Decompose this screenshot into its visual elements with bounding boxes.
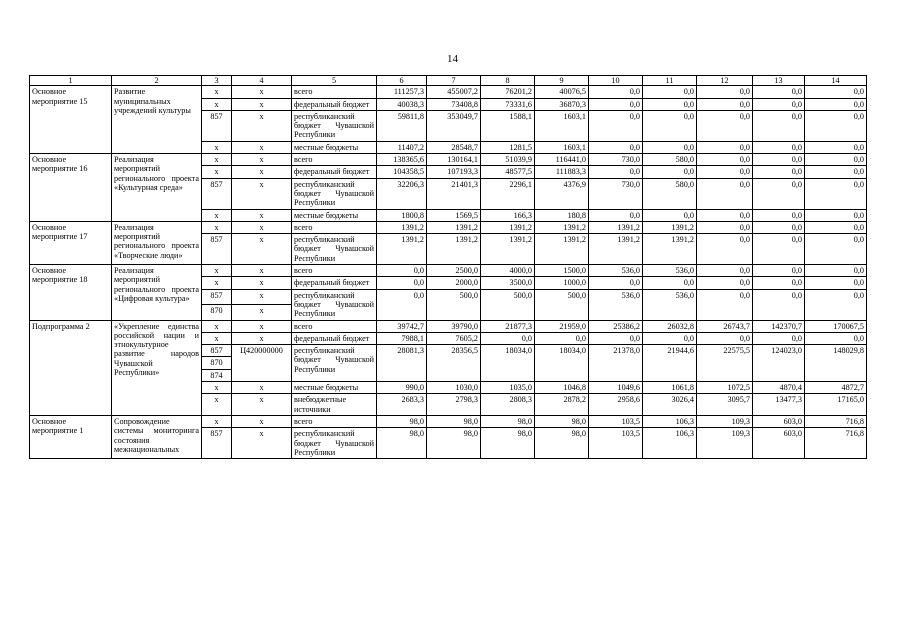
column-header: 3 — [202, 76, 232, 86]
amount-cell: 40038,3 — [377, 98, 427, 110]
amount-cell: 0,0 — [805, 86, 867, 98]
amount-cell: 4872,7 — [805, 382, 867, 394]
gr-code-cell: х — [202, 320, 232, 332]
amount-cell: 0,0 — [753, 98, 805, 110]
amount-cell: 536,0 — [643, 265, 697, 277]
program-name-cell: Основное мероприятие 17 — [30, 221, 112, 264]
amount-cell: 73408,8 — [427, 98, 481, 110]
amount-cell: 1061,8 — [643, 382, 697, 394]
program-name-cell: Основное мероприятие 16 — [30, 154, 112, 222]
amount-cell: 17165,0 — [805, 394, 867, 416]
budget-code-cell: х — [232, 178, 292, 209]
amount-cell: 0,0 — [377, 265, 427, 277]
amount-cell: 0,0 — [697, 289, 753, 320]
gr-code-cell: 857 — [202, 178, 232, 209]
column-header: 2 — [112, 76, 202, 86]
amount-cell: 1035,0 — [481, 382, 535, 394]
amount-cell: 2808,3 — [481, 394, 535, 416]
table-row — [30, 86, 867, 98]
amount-cell: 107193,3 — [427, 166, 481, 178]
amount-cell: 98,0 — [535, 428, 589, 459]
budget-code-cell: х — [232, 428, 292, 459]
amount-cell: 109,3 — [697, 415, 753, 427]
amount-cell: 0,0 — [805, 154, 867, 166]
amount-cell: 11407,2 — [377, 141, 427, 153]
gr-code-cell: х — [202, 98, 232, 110]
budget-code-cell: х — [232, 98, 292, 110]
amount-cell: 4870,4 — [753, 382, 805, 394]
amount-cell: 0,0 — [697, 178, 753, 209]
gr-code-cell: 870 — [202, 357, 232, 369]
amount-cell: 0,0 — [805, 166, 867, 178]
program-name-cell: Подпрограмма 2 — [30, 320, 112, 415]
amount-cell: 2500,0 — [427, 265, 481, 277]
funding-source-cell: республиканский бюджет Чувашской Республики — [292, 428, 377, 459]
funding-source-cell: республиканский бюджет Чувашской Республики — [292, 178, 377, 209]
budget-code-cell: х — [232, 394, 292, 416]
amount-cell: 170067,5 — [805, 320, 867, 332]
budget-code-cell: х — [232, 234, 292, 265]
amount-cell: 1500,0 — [535, 265, 589, 277]
amount-cell: 0,0 — [589, 332, 643, 344]
column-header: 8 — [481, 76, 535, 86]
gr-code-cell: х — [202, 86, 232, 98]
column-header: 11 — [643, 76, 697, 86]
program-name-cell: Основное мероприятие 18 — [30, 265, 112, 320]
amount-cell: 0,0 — [589, 141, 643, 153]
program-description-cell: Сопровождение системы мониторинга состояния межнациональных — [112, 415, 202, 458]
amount-cell: 716,8 — [805, 415, 867, 427]
program-description-cell: «Укрепление единства российской нации и этнокультурное развитие народов Чувашской Республики» — [112, 320, 202, 415]
amount-cell: 2798,3 — [427, 394, 481, 416]
amount-cell: 18034,0 — [481, 345, 535, 382]
funding-source-cell: всего — [292, 86, 377, 98]
amount-cell: 0,0 — [643, 209, 697, 221]
program-name-cell: Основное мероприятие 1 — [30, 415, 112, 458]
column-header: 10 — [589, 76, 643, 86]
amount-cell: 111257,3 — [377, 86, 427, 98]
program-description-cell: Реализация мероприятий регионального проекта «Культурная среда» — [112, 154, 202, 222]
amount-cell: 98,0 — [481, 428, 535, 459]
table-row — [30, 154, 867, 166]
amount-cell: 500,0 — [535, 289, 589, 320]
amount-cell: 0,0 — [753, 178, 805, 209]
amount-cell: 48577,5 — [481, 166, 535, 178]
column-header: 4 — [232, 76, 292, 86]
gr-code-cell: х — [202, 166, 232, 178]
amount-cell: 0,0 — [697, 166, 753, 178]
table-row — [30, 221, 867, 233]
amount-cell: 730,0 — [589, 178, 643, 209]
amount-cell: 1391,2 — [427, 221, 481, 233]
budget-code-cell: х — [232, 289, 292, 304]
amount-cell: 716,8 — [805, 428, 867, 459]
amount-cell: 0,0 — [753, 110, 805, 141]
amount-cell: 0,0 — [697, 110, 753, 141]
amount-cell: 0,0 — [377, 277, 427, 289]
column-header: 14 — [805, 76, 867, 86]
column-header: 1 — [30, 76, 112, 86]
funding-source-cell: республиканский бюджет Чувашской Республики — [292, 289, 377, 320]
budget-code-cell: х — [232, 415, 292, 427]
funding-source-cell: всего — [292, 221, 377, 233]
amount-cell: 0,0 — [753, 221, 805, 233]
program-description-cell: Реализация мероприятий регионального проекта «Творческие люди» — [112, 221, 202, 264]
amount-cell: 36870,3 — [535, 98, 589, 110]
amount-cell: 1391,2 — [427, 234, 481, 265]
amount-cell: 21877,3 — [481, 320, 535, 332]
amount-cell: 0,0 — [697, 209, 753, 221]
amount-cell: 98,0 — [377, 415, 427, 427]
amount-cell: 0,0 — [805, 209, 867, 221]
amount-cell: 0,0 — [589, 110, 643, 141]
amount-cell: 2296,1 — [481, 178, 535, 209]
amount-cell: 0,0 — [805, 110, 867, 141]
amount-cell: 0,0 — [805, 141, 867, 153]
amount-cell: 0,0 — [697, 332, 753, 344]
amount-cell: 1603,1 — [535, 110, 589, 141]
funding-source-cell: республиканский бюджет Чувашской Республики — [292, 234, 377, 265]
amount-cell: 0,0 — [643, 110, 697, 141]
amount-cell: 0,0 — [697, 234, 753, 265]
amount-cell: 730,0 — [589, 154, 643, 166]
amount-cell: 104358,5 — [377, 166, 427, 178]
gr-code-cell: х — [202, 332, 232, 344]
budget-code-cell: х — [232, 277, 292, 289]
table-row — [30, 320, 867, 332]
amount-cell: 22575,5 — [697, 345, 753, 382]
amount-cell: 18034,0 — [535, 345, 589, 382]
funding-source-cell: всего — [292, 154, 377, 166]
amount-cell: 1072,5 — [697, 382, 753, 394]
amount-cell: 142370,7 — [753, 320, 805, 332]
amount-cell: 0,0 — [589, 166, 643, 178]
amount-cell: 1281,5 — [481, 141, 535, 153]
amount-cell: 1391,2 — [481, 221, 535, 233]
amount-cell: 353049,7 — [427, 110, 481, 141]
amount-cell: 0,0 — [753, 141, 805, 153]
budget-table — [29, 75, 867, 459]
amount-cell: 1000,0 — [535, 277, 589, 289]
amount-cell: 21401,3 — [427, 178, 481, 209]
budget-code-cell: х — [232, 305, 292, 320]
amount-cell: 0,0 — [753, 289, 805, 320]
amount-cell: 500,0 — [427, 289, 481, 320]
amount-cell: 98,0 — [535, 415, 589, 427]
amount-cell: 0,0 — [697, 86, 753, 98]
funding-source-cell: всего — [292, 415, 377, 427]
amount-cell: 1588,1 — [481, 110, 535, 141]
amount-cell: 0,0 — [377, 289, 427, 320]
table-body — [30, 86, 867, 459]
column-header: 6 — [377, 76, 427, 86]
funding-source-cell: местные бюджеты — [292, 382, 377, 394]
amount-cell: 7988,1 — [377, 332, 427, 344]
column-header: 5 — [292, 76, 377, 86]
amount-cell: 0,0 — [697, 265, 753, 277]
amount-cell: 0,0 — [589, 277, 643, 289]
program-description-cell: Реализация мероприятий регионального проекта «Цифровая культура» — [112, 265, 202, 320]
budget-code-cell: х — [232, 265, 292, 277]
program-name-cell: Основное мероприятие 15 — [30, 86, 112, 154]
amount-cell: 1391,2 — [481, 234, 535, 265]
gr-code-cell: х — [202, 221, 232, 233]
amount-cell: 1391,2 — [643, 221, 697, 233]
funding-source-cell: республиканский бюджет Чувашской Республики — [292, 345, 377, 382]
amount-cell: 0,0 — [805, 265, 867, 277]
amount-cell: 1046,8 — [535, 382, 589, 394]
amount-cell: 0,0 — [589, 98, 643, 110]
amount-cell: 536,0 — [589, 265, 643, 277]
amount-cell: 76201,2 — [481, 86, 535, 98]
amount-cell: 116441,0 — [535, 154, 589, 166]
gr-code-cell: х — [202, 265, 232, 277]
amount-cell: 21959,0 — [535, 320, 589, 332]
amount-cell: 0,0 — [753, 154, 805, 166]
column-header: 7 — [427, 76, 481, 86]
amount-cell: 0,0 — [697, 221, 753, 233]
amount-cell: 28548,7 — [427, 141, 481, 153]
gr-code-cell: х — [202, 382, 232, 394]
amount-cell: 500,0 — [481, 289, 535, 320]
amount-cell: 0,0 — [589, 86, 643, 98]
amount-cell: 21944,6 — [643, 345, 697, 382]
gr-code-cell: 857 — [202, 289, 232, 304]
amount-cell: 109,3 — [697, 428, 753, 459]
amount-cell: 0,0 — [643, 332, 697, 344]
budget-code-cell: х — [232, 141, 292, 153]
amount-cell: 603,0 — [753, 415, 805, 427]
amount-cell: 1391,2 — [377, 234, 427, 265]
amount-cell: 0,0 — [643, 141, 697, 153]
budget-code-cell: Ц420000000 — [232, 345, 292, 382]
amount-cell: 0,0 — [805, 234, 867, 265]
amount-cell: 0,0 — [643, 166, 697, 178]
amount-cell: 1391,2 — [589, 221, 643, 233]
amount-cell: 0,0 — [481, 332, 535, 344]
amount-cell: 580,0 — [643, 178, 697, 209]
gr-code-cell: 874 — [202, 369, 232, 381]
amount-cell: 1049,6 — [589, 382, 643, 394]
column-header: 9 — [535, 76, 589, 86]
amount-cell: 0,0 — [753, 265, 805, 277]
funding-source-cell: федеральный бюджет — [292, 98, 377, 110]
budget-code-cell: х — [232, 86, 292, 98]
amount-cell: 990,0 — [377, 382, 427, 394]
gr-code-cell: х — [202, 394, 232, 416]
amount-cell: 98,0 — [481, 415, 535, 427]
table-row — [30, 265, 867, 277]
gr-code-cell: 857 — [202, 110, 232, 141]
amount-cell: 138365,6 — [377, 154, 427, 166]
amount-cell: 603,0 — [753, 428, 805, 459]
funding-source-cell: федеральный бюджет — [292, 332, 377, 344]
amount-cell: 0,0 — [643, 86, 697, 98]
amount-cell: 32206,3 — [377, 178, 427, 209]
amount-cell: 98,0 — [377, 428, 427, 459]
column-header: 13 — [753, 76, 805, 86]
header-row — [30, 76, 867, 86]
amount-cell: 1391,2 — [643, 234, 697, 265]
budget-code-cell: х — [232, 221, 292, 233]
gr-code-cell: 857 — [202, 345, 232, 357]
amount-cell: 3500,0 — [481, 277, 535, 289]
page-number: 14 — [447, 53, 458, 65]
amount-cell: 98,0 — [427, 415, 481, 427]
amount-cell: 0,0 — [753, 209, 805, 221]
amount-cell: 0,0 — [697, 277, 753, 289]
budget-code-cell: х — [232, 382, 292, 394]
gr-code-cell: 857 — [202, 234, 232, 265]
budget-code-cell: х — [232, 320, 292, 332]
amount-cell: 1391,2 — [535, 234, 589, 265]
gr-code-cell: 870 — [202, 305, 232, 320]
gr-code-cell: х — [202, 141, 232, 153]
amount-cell: 536,0 — [589, 289, 643, 320]
amount-cell: 0,0 — [697, 141, 753, 153]
budget-code-cell: х — [232, 154, 292, 166]
amount-cell: 106,3 — [643, 415, 697, 427]
amount-cell: 39742,7 — [377, 320, 427, 332]
gr-code-cell: х — [202, 277, 232, 289]
amount-cell: 25386,2 — [589, 320, 643, 332]
amount-cell: 0,0 — [805, 178, 867, 209]
amount-cell: 166,3 — [481, 209, 535, 221]
amount-cell: 0,0 — [643, 277, 697, 289]
amount-cell: 51039,9 — [481, 154, 535, 166]
amount-cell: 0,0 — [753, 277, 805, 289]
column-header: 12 — [697, 76, 753, 86]
amount-cell: 455007,2 — [427, 86, 481, 98]
amount-cell: 28081,3 — [377, 345, 427, 382]
amount-cell: 3026,4 — [643, 394, 697, 416]
amount-cell: 40076,5 — [535, 86, 589, 98]
gr-code-cell: 857 — [202, 428, 232, 459]
amount-cell: 536,0 — [643, 289, 697, 320]
amount-cell: 39790,0 — [427, 320, 481, 332]
amount-cell: 0,0 — [753, 86, 805, 98]
amount-cell: 148029,8 — [805, 345, 867, 382]
amount-cell: 2878,2 — [535, 394, 589, 416]
table-row — [30, 415, 867, 427]
amount-cell: 13477,3 — [753, 394, 805, 416]
amount-cell: 0,0 — [753, 166, 805, 178]
amount-cell: 0,0 — [805, 277, 867, 289]
budget-code-cell: х — [232, 110, 292, 141]
amount-cell: 1391,2 — [535, 221, 589, 233]
amount-cell: 1391,2 — [589, 234, 643, 265]
budget-code-cell: х — [232, 209, 292, 221]
funding-source-cell: федеральный бюджет — [292, 277, 377, 289]
amount-cell: 21378,0 — [589, 345, 643, 382]
funding-source-cell: всего — [292, 320, 377, 332]
amount-cell: 3095,7 — [697, 394, 753, 416]
amount-cell: 0,0 — [753, 332, 805, 344]
funding-source-cell: республиканский бюджет Чувашской Республики — [292, 110, 377, 141]
amount-cell: 106,3 — [643, 428, 697, 459]
budget-code-cell: х — [232, 332, 292, 344]
amount-cell: 1800,8 — [377, 209, 427, 221]
funding-source-cell: федеральный бюджет — [292, 166, 377, 178]
amount-cell: 26032,8 — [643, 320, 697, 332]
gr-code-cell: х — [202, 415, 232, 427]
amount-cell: 103,5 — [589, 415, 643, 427]
amount-cell: 0,0 — [805, 289, 867, 320]
program-description-cell: Развитие муниципальных учреждений культуры — [112, 86, 202, 154]
amount-cell: 0,0 — [805, 221, 867, 233]
amount-cell: 73331,6 — [481, 98, 535, 110]
funding-source-cell: внебюджетные источники — [292, 394, 377, 416]
funding-source-cell: всего — [292, 265, 377, 277]
amount-cell: 98,0 — [427, 428, 481, 459]
amount-cell: 2958,6 — [589, 394, 643, 416]
amount-cell: 1030,0 — [427, 382, 481, 394]
amount-cell: 0,0 — [805, 332, 867, 344]
amount-cell: 4000,0 — [481, 265, 535, 277]
amount-cell: 130164,1 — [427, 154, 481, 166]
amount-cell: 0,0 — [589, 209, 643, 221]
amount-cell: 28356,5 — [427, 345, 481, 382]
amount-cell: 0,0 — [535, 332, 589, 344]
budget-code-cell: х — [232, 166, 292, 178]
amount-cell: 4376,9 — [535, 178, 589, 209]
amount-cell: 0,0 — [697, 98, 753, 110]
amount-cell: 1603,1 — [535, 141, 589, 153]
amount-cell: 0,0 — [643, 98, 697, 110]
amount-cell: 2683,3 — [377, 394, 427, 416]
funding-source-cell: местные бюджеты — [292, 209, 377, 221]
amount-cell: 111883,3 — [535, 166, 589, 178]
funding-source-cell: местные бюджеты — [292, 141, 377, 153]
amount-cell: 0,0 — [753, 234, 805, 265]
amount-cell: 7605,2 — [427, 332, 481, 344]
amount-cell: 2000,0 — [427, 277, 481, 289]
amount-cell: 124023,0 — [753, 345, 805, 382]
amount-cell: 180,8 — [535, 209, 589, 221]
gr-code-cell: х — [202, 209, 232, 221]
amount-cell: 1391,2 — [377, 221, 427, 233]
amount-cell: 59811,8 — [377, 110, 427, 141]
gr-code-cell: х — [202, 154, 232, 166]
amount-cell: 26743,7 — [697, 320, 753, 332]
amount-cell: 0,0 — [805, 98, 867, 110]
amount-cell: 103,5 — [589, 428, 643, 459]
amount-cell: 580,0 — [643, 154, 697, 166]
amount-cell: 0,0 — [697, 154, 753, 166]
amount-cell: 1569,5 — [427, 209, 481, 221]
